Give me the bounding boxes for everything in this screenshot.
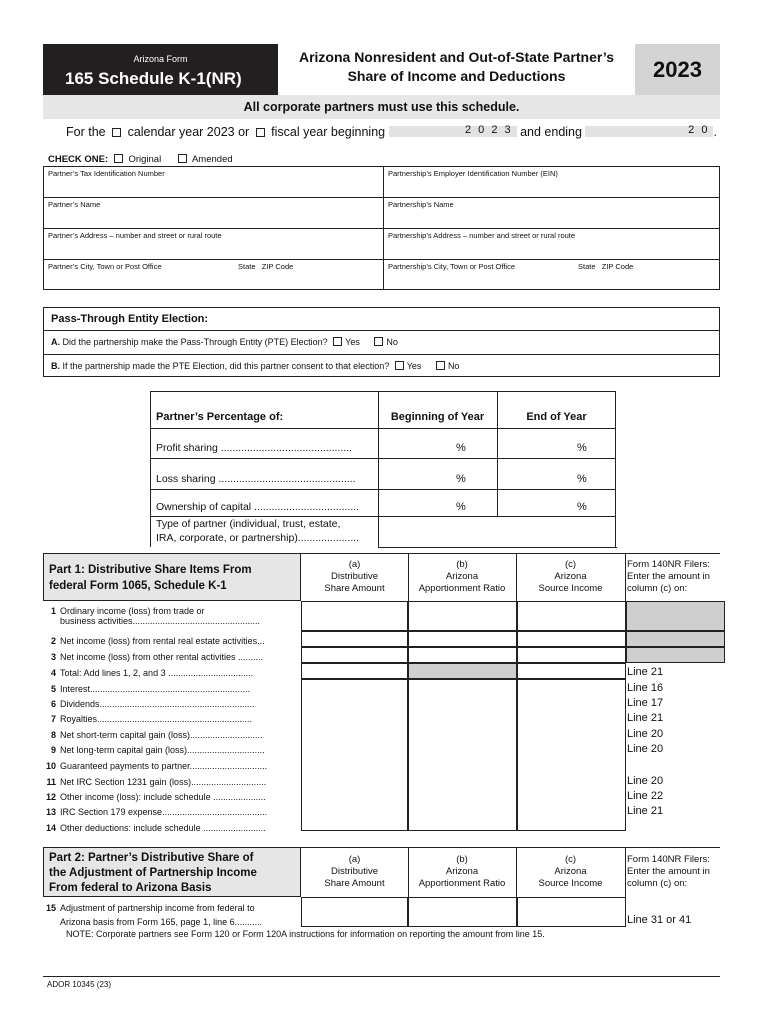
p2-col-c-line3: Source Income bbox=[538, 878, 603, 889]
pte-heading: Pass-Through Entity Election: bbox=[44, 308, 719, 331]
percentage-heading: Partner’s Percentage of: bbox=[156, 411, 284, 423]
line-9-ref: Line 20 bbox=[627, 743, 664, 755]
part1-col-a bbox=[301, 559, 408, 595]
line-13-ref: Line 21 bbox=[627, 805, 664, 817]
partnership-ein-field[interactable]: Partnership’s Employer Identification Number (EIN) bbox=[388, 169, 558, 178]
part2-heading bbox=[43, 847, 301, 897]
end-date-field[interactable] bbox=[585, 126, 713, 137]
line-15-label bbox=[43, 901, 262, 929]
p2-col-a-line2: Distributive bbox=[331, 866, 378, 877]
pte-b-no-checkbox[interactable] bbox=[436, 361, 445, 370]
line-6-text: Dividends.............................................................. bbox=[60, 699, 255, 709]
line-4-col-a[interactable] bbox=[301, 663, 408, 679]
check-one-row bbox=[48, 154, 233, 165]
p2-col-d-line1: Form 140NR Filers: bbox=[627, 854, 710, 865]
tax-year: 2023 bbox=[635, 44, 720, 95]
line-12-ref: Line 22 bbox=[627, 790, 664, 802]
line-5-ref: Line 16 bbox=[627, 682, 664, 694]
line-15-text2: Arizona basis from Form 165, page 1, line 6........... bbox=[60, 917, 263, 927]
pte-a-text: Did the partnership make the Pass-Through Entity (PTE) Election? bbox=[62, 337, 328, 347]
original-checkbox[interactable] bbox=[114, 154, 123, 163]
partnership-address-field[interactable]: Partnership’s Address – number and street or rural route bbox=[388, 231, 576, 240]
line-15-text1: Adjustment of partnership income from federal to bbox=[60, 903, 255, 913]
partner-state-zip-field[interactable]: State ZIP Code bbox=[238, 262, 294, 271]
line-8-num: 8 bbox=[50, 730, 56, 740]
line-14-label bbox=[43, 823, 266, 833]
line-1-col-b[interactable] bbox=[408, 601, 517, 631]
p2-col-a-letter: (a) bbox=[348, 854, 361, 865]
col-d-line3: column (c) on: bbox=[627, 583, 688, 594]
line-4-text: Total: Add lines 1, 2, and 3 .................................. bbox=[60, 668, 254, 678]
col-c-line3: Source Income bbox=[538, 583, 603, 594]
profit-sharing-label: Profit sharing ............................................. bbox=[156, 442, 353, 454]
pte-question-a bbox=[44, 331, 719, 354]
check-one-label: CHECK ONE: bbox=[48, 154, 109, 165]
line-4-ref: Line 21 bbox=[627, 666, 664, 678]
line-1-col-a[interactable] bbox=[301, 601, 408, 631]
p2-col-c-letter: (c) bbox=[564, 854, 577, 865]
amended-checkbox[interactable] bbox=[178, 154, 187, 163]
footer-rule bbox=[43, 976, 720, 977]
part1-col-b bbox=[408, 559, 516, 595]
col-d-line1: Form 140NR Filers: bbox=[627, 559, 710, 570]
line-3-label bbox=[43, 652, 263, 662]
title-line-1: Arizona Nonresident and Out-of-State Partner’s bbox=[298, 49, 615, 65]
corporate-note: NOTE: Corporate partners see Form 120 or Form 120A instructions for information on reporting the amount from line 15. bbox=[66, 929, 545, 939]
line-4-label bbox=[43, 668, 253, 678]
original-label: Original bbox=[128, 154, 162, 165]
line-12-label bbox=[43, 792, 266, 802]
line-13-label bbox=[43, 807, 267, 817]
p2-col-b-letter: (b) bbox=[456, 854, 468, 865]
line-4-num: 4 bbox=[50, 668, 56, 678]
calendar-year-checkbox[interactable] bbox=[112, 128, 121, 137]
line-15-col-c[interactable] bbox=[517, 897, 626, 927]
line-6-ref: Line 17 bbox=[627, 697, 664, 709]
amended-label: Amended bbox=[191, 154, 233, 165]
line-11-num: 11 bbox=[46, 777, 56, 787]
line-4-col-c[interactable] bbox=[517, 663, 626, 679]
line-10-label bbox=[43, 761, 267, 771]
p2-col-b-line2: Arizona bbox=[445, 866, 479, 877]
line-14-num: 14 bbox=[45, 823, 56, 833]
partnership-name-field[interactable]: Partnership’s Name bbox=[388, 200, 454, 209]
line-1-label bbox=[43, 606, 260, 626]
pte-b-label: B. bbox=[51, 361, 60, 371]
part2-col-a bbox=[301, 854, 408, 890]
col-a-letter: (a) bbox=[348, 559, 361, 570]
part2-col-c bbox=[516, 854, 625, 890]
line-12-num: 12 bbox=[45, 792, 56, 802]
line-3-col-c[interactable] bbox=[517, 647, 626, 663]
line-2-col-a[interactable] bbox=[301, 631, 408, 647]
part1-col-c bbox=[516, 559, 625, 595]
line-9-num: 9 bbox=[50, 745, 56, 755]
line-3-num: 3 bbox=[50, 652, 56, 662]
line-8-ref: Line 20 bbox=[627, 728, 664, 740]
pte-question-b bbox=[44, 354, 719, 377]
profit-begin-pct[interactable]: % bbox=[456, 442, 466, 454]
form-title bbox=[278, 48, 635, 86]
lower-col-a[interactable] bbox=[301, 679, 408, 831]
pte-election-box bbox=[43, 307, 720, 377]
part1-heading-line1: Part 1: Distributive Share Items From bbox=[49, 564, 252, 576]
end-date-value: 2 0 bbox=[688, 124, 710, 136]
form-name: 165 Schedule K-1(NR) bbox=[65, 69, 242, 88]
p2-col-b-line3: Apportionment Ratio bbox=[418, 878, 506, 889]
line-3-col-b[interactable] bbox=[408, 647, 517, 663]
p2-col-a-line3: Share Amount bbox=[324, 878, 385, 889]
p2-col-d-line3: column (c) on: bbox=[627, 878, 688, 889]
col-c-letter: (c) bbox=[564, 559, 577, 570]
partner-percentage-table bbox=[150, 391, 616, 547]
profit-end-pct[interactable]: % bbox=[577, 442, 587, 454]
line-5-num: 5 bbox=[50, 684, 56, 694]
p2-col-c-line2: Arizona bbox=[554, 866, 587, 877]
line-3-col-d bbox=[626, 647, 725, 663]
col-a-line2: Distributive bbox=[331, 571, 378, 582]
begin-year-col: Beginning of Year bbox=[390, 411, 485, 423]
line-12-text: Other income (loss): include schedule ..................... bbox=[60, 792, 266, 802]
line-13-text: IRC Section 179 expense.......................................... bbox=[60, 807, 268, 817]
partner-address-field[interactable]: Partner’s Address – number and street or rural route bbox=[48, 231, 222, 240]
line-9-label bbox=[43, 745, 265, 755]
type-of-partner-line2: IRA, corporate, or partnership)..................... bbox=[156, 532, 360, 544]
capital-begin-pct[interactable]: % bbox=[456, 501, 466, 513]
line-8-label bbox=[43, 730, 263, 740]
col-b-line3: Apportionment Ratio bbox=[418, 583, 506, 594]
part2-heading-line3: From federal to Arizona Basis bbox=[49, 882, 212, 894]
form-label: Arizona Form bbox=[133, 54, 188, 64]
capital-end-pct[interactable]: % bbox=[577, 501, 587, 513]
line-2-text: Net income (loss) from rental real estate activities... bbox=[60, 636, 265, 646]
part2-heading-line1: Part 2: Partner’s Distributive Share of bbox=[49, 852, 254, 864]
partner-name-field[interactable]: Partner’s Name bbox=[48, 200, 101, 209]
line-11-label bbox=[43, 777, 266, 787]
part2-heading-line2: the Adjustment of Partnership Income bbox=[49, 867, 257, 879]
calendar-year-label: calendar year 2023 or bbox=[127, 125, 250, 139]
col-c-line2: Arizona bbox=[554, 571, 587, 582]
partner-city-field[interactable]: Partner’s City, Town or Post Office bbox=[48, 262, 162, 271]
line-10-text: Guaranteed payments to partner............................... bbox=[60, 761, 268, 771]
line-11-text: Net IRC Section 1231 gain (loss).............................. bbox=[60, 777, 267, 787]
begin-date-field[interactable] bbox=[389, 126, 517, 137]
part2-col-b bbox=[408, 854, 516, 890]
pte-a-yes-checkbox[interactable] bbox=[333, 337, 342, 346]
line-7-num: 7 bbox=[50, 714, 56, 724]
lower-col-b[interactable] bbox=[408, 679, 517, 831]
col-d-line2: Enter the amount in bbox=[627, 571, 710, 582]
col-b-letter: (b) bbox=[456, 559, 468, 570]
line-2-col-b[interactable] bbox=[408, 631, 517, 647]
for-the-label: For the bbox=[66, 125, 106, 139]
line-2-label bbox=[43, 636, 265, 646]
lower-col-c[interactable] bbox=[517, 679, 626, 831]
line-1-col-c[interactable] bbox=[517, 601, 626, 631]
line-11-ref: Line 20 bbox=[627, 775, 664, 787]
line-9-text: Net long-term capital gain (loss)............................... bbox=[60, 745, 265, 755]
pte-b-no-label: No bbox=[447, 361, 460, 371]
line-3-text: Net income (loss) from other rental activities .......... bbox=[60, 652, 264, 662]
pte-a-label: A. bbox=[51, 337, 60, 347]
line-6-label bbox=[43, 699, 255, 709]
line-2-col-c[interactable] bbox=[517, 631, 626, 647]
line-14-text: Other deductions: include schedule ......................... bbox=[60, 823, 266, 833]
begin-date-value: 2 0 2 3 bbox=[464, 124, 513, 136]
ownership-capital-label: Ownership of capital .................................... bbox=[156, 501, 360, 513]
line-5-text: Interest................................................................ bbox=[60, 684, 251, 694]
partner-tin-field[interactable]: Partner’s Tax Identification Number bbox=[48, 169, 165, 178]
corporate-banner: All corporate partners must use this schedule. bbox=[43, 95, 720, 119]
line-7-label bbox=[43, 714, 252, 724]
line-10-num: 10 bbox=[45, 761, 56, 771]
line-15-col-a[interactable] bbox=[301, 897, 408, 927]
part1-heading bbox=[43, 553, 301, 601]
pte-b-text: If the partnership made the PTE Election, did this partner consent to that election? bbox=[62, 361, 390, 371]
identity-grid bbox=[43, 166, 720, 290]
form-id-block bbox=[43, 44, 278, 95]
loss-sharing-label: Loss sharing ............................................... bbox=[156, 473, 356, 485]
pte-a-no-label: No bbox=[386, 337, 398, 347]
pte-a-no-checkbox[interactable] bbox=[374, 337, 383, 346]
line-2-col-d bbox=[626, 631, 725, 647]
end-year-col: End of Year bbox=[526, 411, 587, 423]
line-7-text: Royalties.............................................................. bbox=[60, 714, 253, 724]
fiscal-year-checkbox[interactable] bbox=[256, 128, 265, 137]
loss-end-pct[interactable]: % bbox=[577, 473, 587, 485]
part1-col-d bbox=[627, 559, 710, 595]
pte-b-yes-label: Yes bbox=[406, 361, 422, 371]
line-15-ref: Line 31 or 41 bbox=[627, 914, 692, 926]
line-8-text: Net short-term capital gain (loss)............................. bbox=[60, 730, 263, 740]
loss-begin-pct[interactable]: % bbox=[456, 473, 466, 485]
part2-col-d bbox=[627, 854, 710, 890]
line-4-col-b bbox=[408, 663, 517, 679]
line-2-num: 2 bbox=[50, 636, 56, 646]
line-5-label bbox=[43, 684, 250, 694]
line-1-text: Ordinary income (loss) from trade or bbox=[60, 606, 205, 616]
pte-b-yes-checkbox[interactable] bbox=[395, 361, 404, 370]
pte-a-yes-label: Yes bbox=[345, 337, 360, 347]
line-7-ref: Line 21 bbox=[627, 712, 664, 724]
line-1-col-d bbox=[626, 601, 725, 631]
form-code: ADOR 10345 (23) bbox=[47, 980, 112, 989]
period-line: For the calendar year 2023 or fiscal year beginning 2 0 2 3 and ending 2 0 . bbox=[66, 124, 717, 139]
col-b-line2: Arizona bbox=[445, 571, 479, 582]
type-of-partner-line1: Type of partner (individual, trust, estate, bbox=[156, 518, 341, 530]
fiscal-year-label: fiscal year beginning bbox=[271, 125, 386, 139]
col-a-line3: Share Amount bbox=[324, 583, 385, 594]
line-15-col-b[interactable] bbox=[408, 897, 517, 927]
and-ending-label: and ending bbox=[520, 125, 582, 139]
line-6-num: 6 bbox=[50, 699, 56, 709]
partnership-city-field[interactable]: Partnership’s City, Town or Post Office bbox=[388, 262, 515, 271]
line-15-num: 15 bbox=[45, 903, 56, 913]
line-1-num: 1 bbox=[50, 606, 56, 616]
line-13-num: 13 bbox=[45, 807, 56, 817]
p2-col-d-line2: Enter the amount in bbox=[627, 866, 710, 877]
line-1-text2: business activities................................................... bbox=[60, 616, 261, 626]
partnership-state-zip-field[interactable]: State ZIP Code bbox=[578, 262, 634, 271]
title-line-2: Share of Income and Deductions bbox=[347, 68, 566, 84]
line-3-col-a[interactable] bbox=[301, 647, 408, 663]
part1-heading-line2: federal Form 1065, Schedule K-1 bbox=[49, 580, 227, 592]
